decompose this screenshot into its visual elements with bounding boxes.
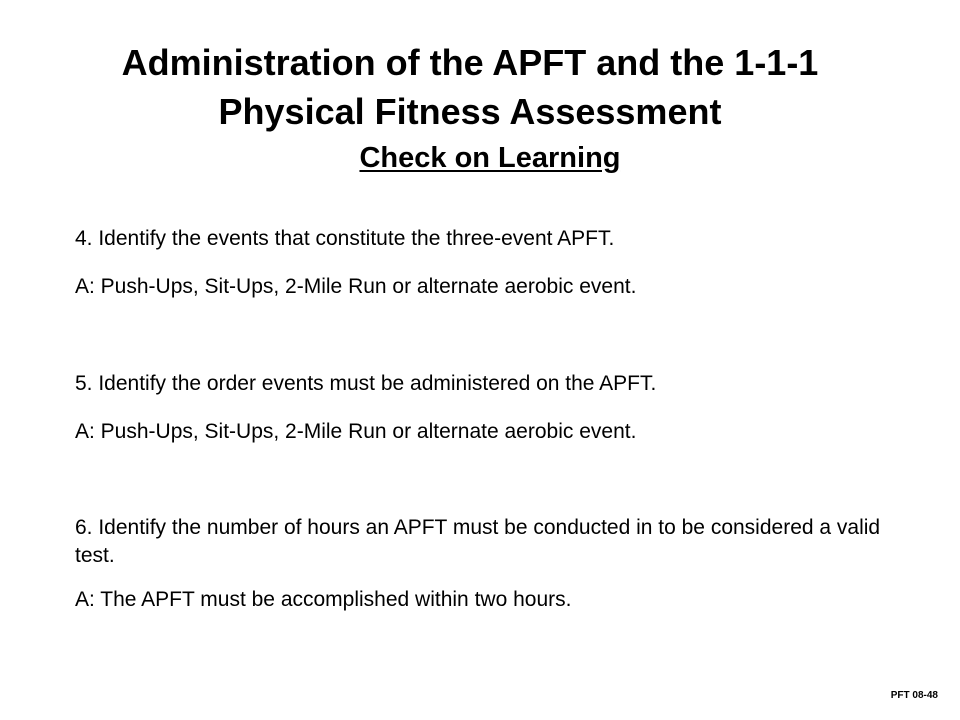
slide-code: PFT 08-48 (890, 690, 938, 701)
question-text: 5. Identify the order events must be administered on the APFT. (75, 372, 657, 395)
answer-text: A: The APFT must be accomplished within two hours. (75, 588, 572, 611)
question-text: 4. Identify the events that constitute the three-event APFT. (75, 227, 615, 250)
title-line-2: Physical Fitness Assessment (218, 91, 722, 132)
qa-item-5 (75, 370, 895, 446)
slide-subtitle: Check on Learning (359, 142, 621, 174)
qa-item-6 (75, 514, 895, 614)
question-text: 6. Identify the number of hours an APFT must be conducted in to be considered a valid test. (75, 516, 881, 567)
slide-title (0, 38, 940, 136)
title-line-1: Administration of the APFT and the 1-1-1 (121, 42, 819, 83)
answer-text: A: Push-Ups, Sit-Ups, 2-Mile Run or alternate aerobic event. (75, 275, 637, 298)
answer-text: A: Push-Ups, Sit-Ups, 2-Mile Run or alternate aerobic event. (75, 420, 637, 443)
qa-item-4 (75, 225, 895, 301)
